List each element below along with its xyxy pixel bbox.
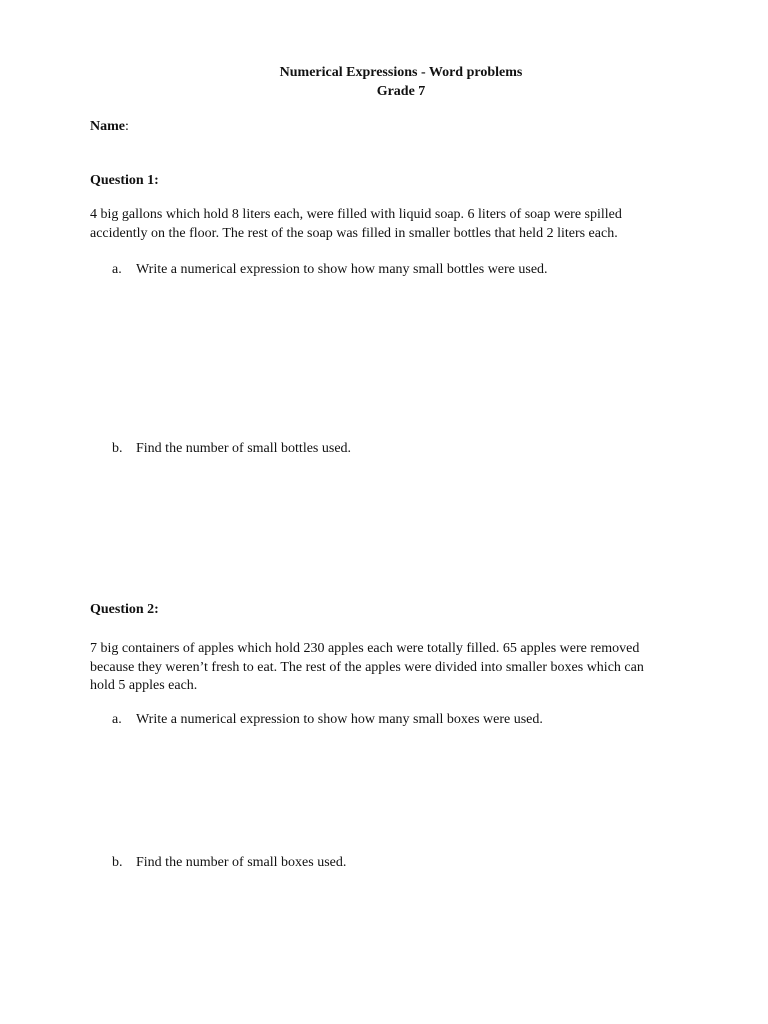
question-2-text-line: 7 big containers of apples which hold 230 apples each were totally filled. 65 apples were removed [90,641,640,656]
part-text: Find the number of small boxes used. [136,855,347,870]
question-2-text-line: because they weren’t fresh to eat. The rest of the apples were divided into smaller boxes which can [90,659,644,675]
question-2-part-a [112,710,543,729]
question-2-text-line: hold 5 apples each. [90,678,198,693]
part-text: Find the number of small bottles used. [136,441,352,456]
part-text: Write a numerical expression to show how many small boxes were used. [136,712,543,727]
question-2-part-b [112,853,346,872]
question-1-text-line: accidently on the floor. The rest of the soap was filled in smaller bottles that held 2 liters each. [90,225,618,241]
question-1-text [90,206,700,243]
question-2-heading: Question 2: [90,602,159,617]
question-1-part-b [112,439,351,458]
part-marker: b. [112,441,123,456]
part-marker: b. [112,855,123,870]
question-1-text-line: 4 big gallons which hold 8 liters each, were filled with liquid soap. 6 liters of soap were spilled [90,207,622,222]
part-text: Write a numerical expression to show how many small bottles were used. [136,262,548,277]
title-line-1: Numerical Expressions - Word problems [279,65,523,80]
question-1-heading: Question 1: [90,173,159,188]
worksheet-title [0,63,768,101]
part-marker: a. [112,262,122,277]
question-1-part-a [112,260,548,279]
name-colon: : [125,119,129,134]
title-line-2: Grade 7 [376,84,426,99]
question-2-text [90,640,700,696]
name-field [90,117,129,136]
name-label: Name [90,119,125,134]
part-marker: a. [112,712,122,727]
